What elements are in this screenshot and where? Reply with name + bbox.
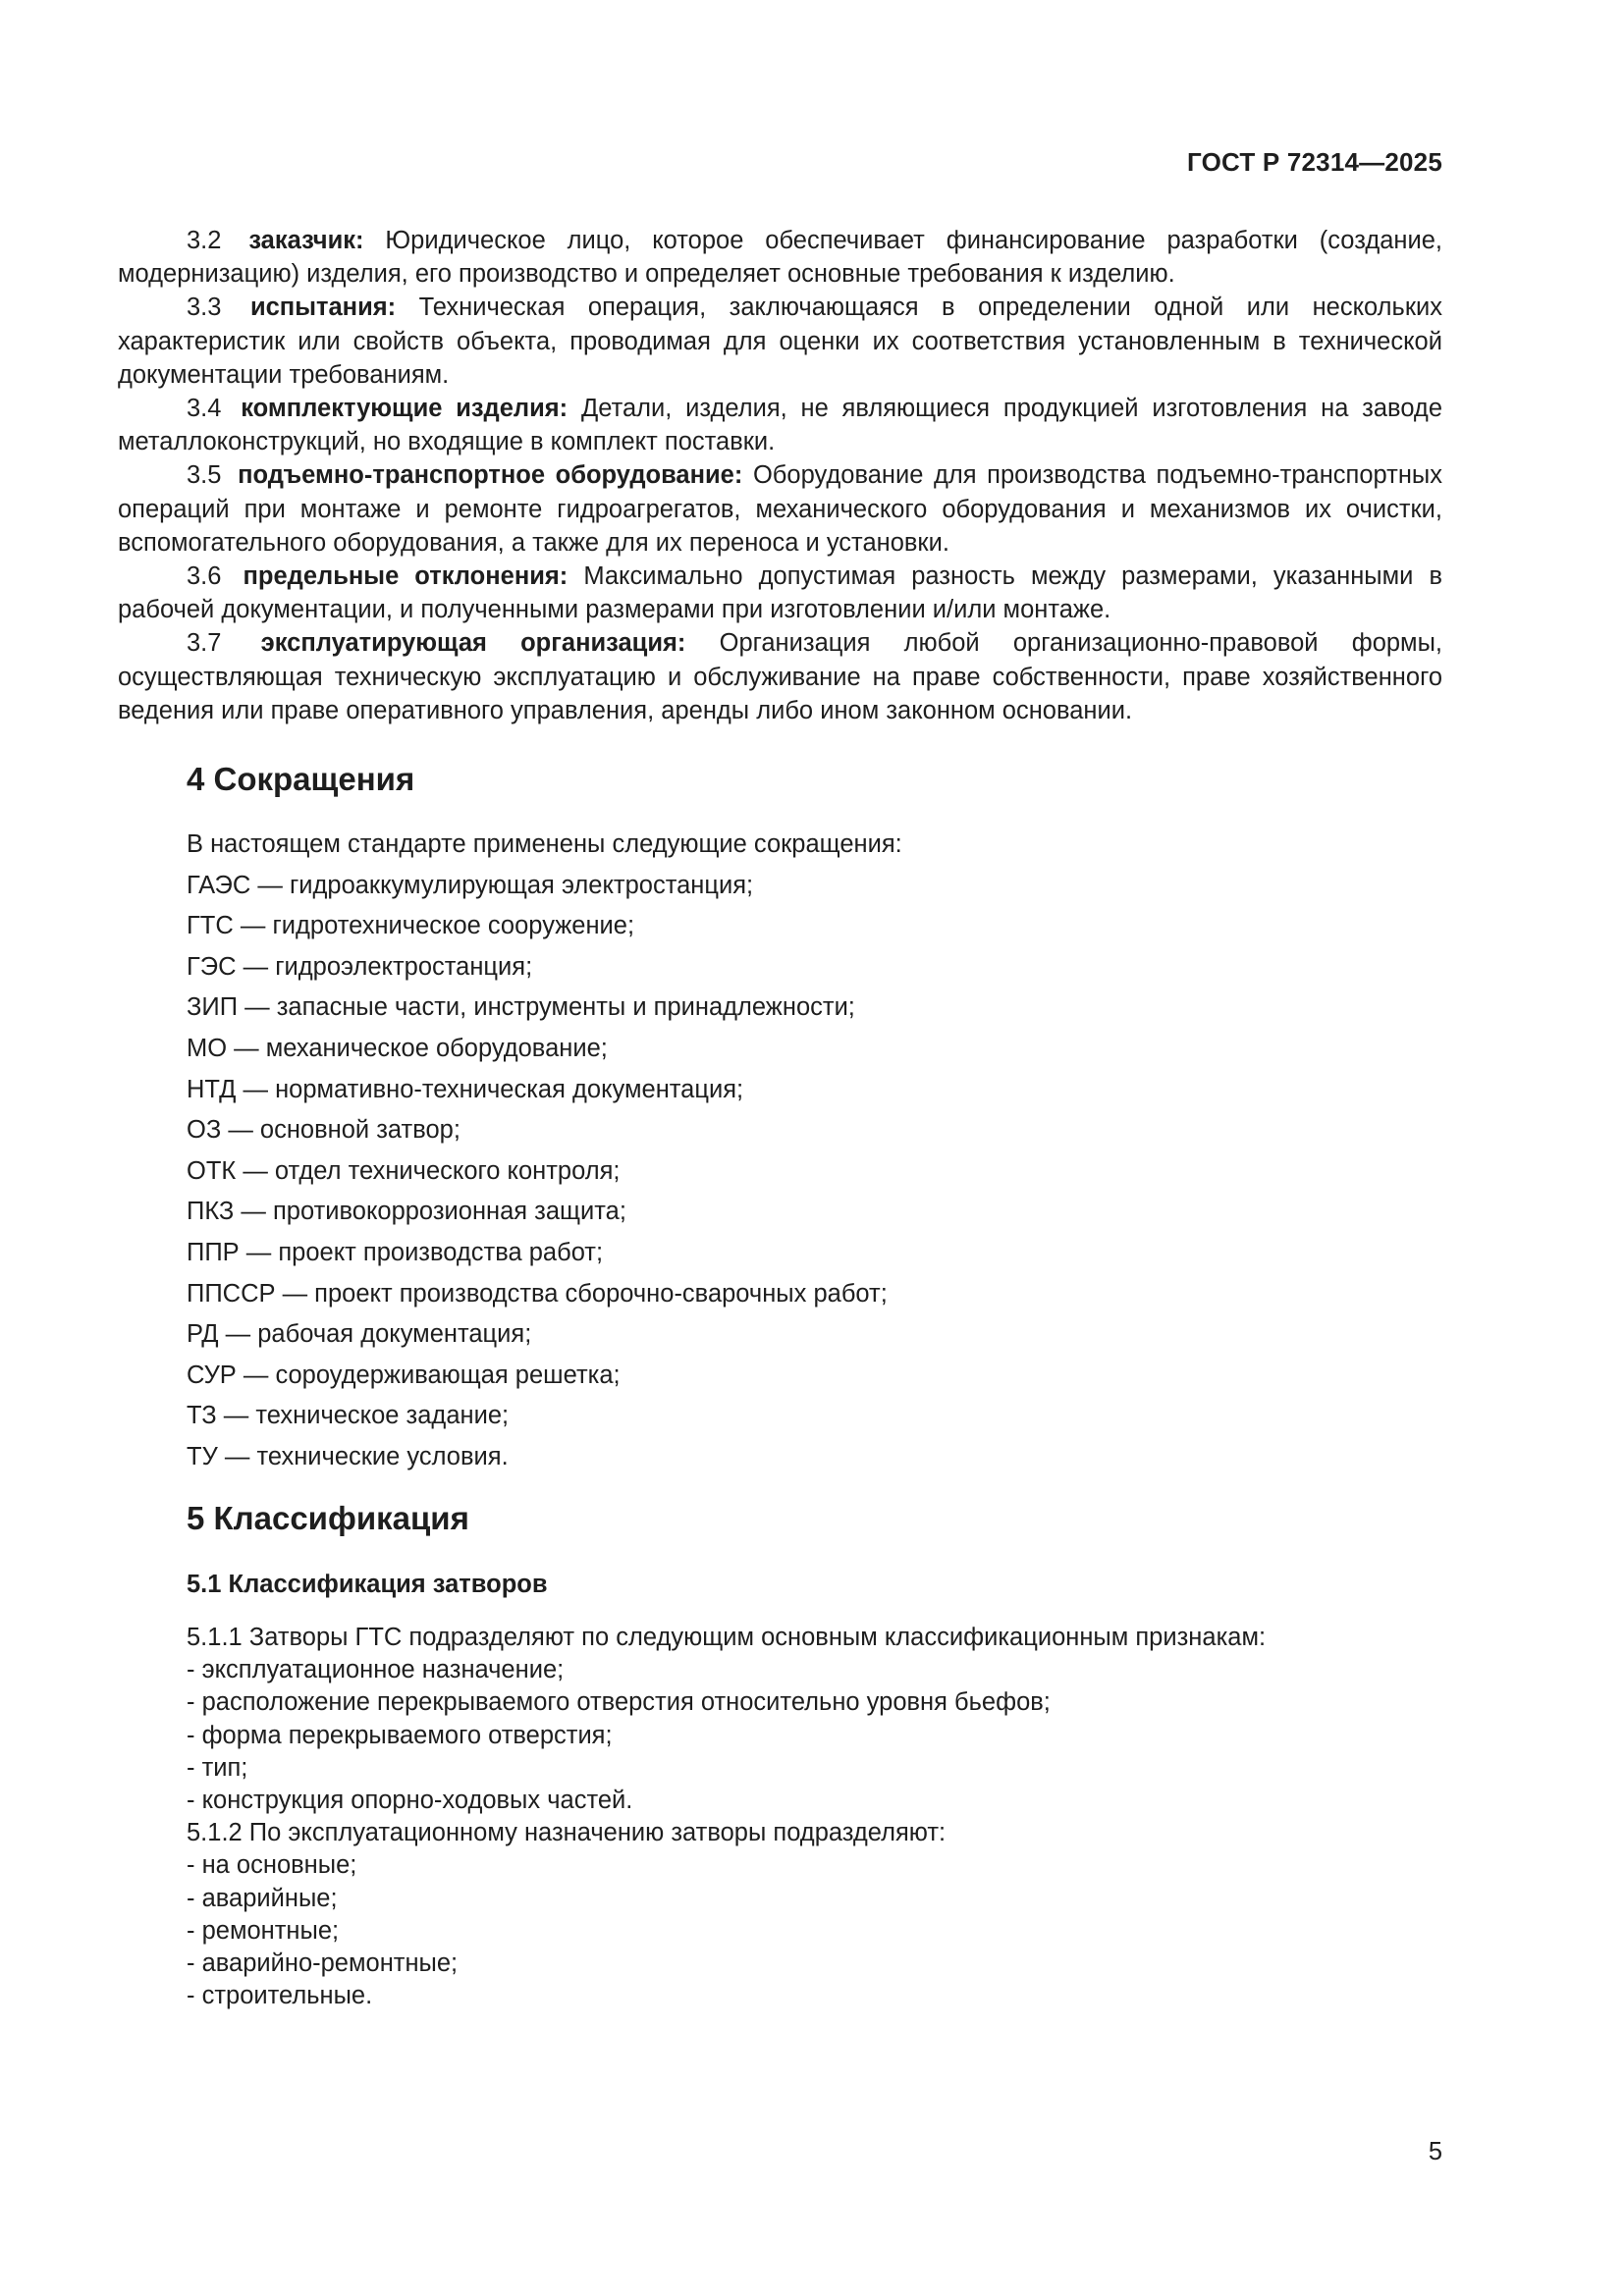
list-item: - конструкция опорно-ходовых частей. xyxy=(187,1787,633,1815)
abbreviation-item: МО — механическое оборудование; xyxy=(187,1034,608,1062)
abbreviation-item: НТД — нормативно-техническая документация; xyxy=(187,1075,744,1103)
list-item: - тип; xyxy=(187,1753,248,1782)
abbreviation-item: СУР — сороудерживающая решетка; xyxy=(187,1361,621,1389)
abbreviation-item: ЗИП — запасные части, инструменты и принадлежности; xyxy=(187,993,855,1022)
abbreviation-item: ОЗ — основной затвор; xyxy=(187,1116,460,1145)
paragraph-5-1-1: 5.1.1 Затворы ГТС подразделяют по следующим основным классификационным признакам: xyxy=(187,1624,1267,1651)
term-name: комплектующие изделия: xyxy=(241,395,568,423)
term-number: 3.7 xyxy=(187,629,222,658)
term-name: подъемно-транспортное оборудование: xyxy=(238,461,743,490)
term-number: 3.2 xyxy=(187,227,222,254)
abbreviation-item: ГЭС — гидроэлектростанция; xyxy=(187,952,533,981)
term-entry xyxy=(118,626,1442,727)
term-entry xyxy=(118,392,1442,458)
abbreviation-item: ППР — проект производства работ; xyxy=(187,1238,604,1266)
term-number: 3.3 xyxy=(187,294,222,322)
abbreviation-item: ТУ — технические условия. xyxy=(187,1442,509,1470)
section-5-title: 5 Классификация xyxy=(187,1500,469,1536)
list-item: - ремонтные; xyxy=(187,1916,340,1945)
term-entry xyxy=(118,560,1442,626)
abbreviation-item: ППССР — проект производства сборочно-сварочных работ; xyxy=(187,1279,888,1308)
abbreviation-item: ТЗ — техническое задание; xyxy=(187,1402,510,1430)
document-header-id: ГОСТ Р 72314—2025 xyxy=(1187,147,1442,177)
abbreviation-item: РД — рабочая документация; xyxy=(187,1320,532,1349)
terms-section xyxy=(118,224,1442,727)
classification-body xyxy=(187,1622,1442,2012)
abbreviation-item: ГАЭС — гидроаккумулирующая электростанция; xyxy=(187,871,754,899)
term-number: 3.6 xyxy=(187,562,222,591)
abbreviation-item: ОТК — отдел технического контроля; xyxy=(187,1156,621,1185)
subsection-5-1-title: 5.1 Классификация затворов xyxy=(187,1571,548,1598)
term-name: испытания: xyxy=(249,294,397,322)
term-definition: Максимально допустимая разность между размерами, указанными в рабочей документации, и полученными размерами при изготовлении и/или монтаже. xyxy=(118,562,1442,624)
list-item: - расположение перекрываемого отверстия относительно уровня бьефов; xyxy=(187,1688,1051,1717)
term-definition: Техническая операция, заключающаяся в определении одной или нескольких характеристик или свойств объекта, проводимая для оценки их соответствия установленным в технической документации требованиям. xyxy=(118,294,1442,389)
term-number: 3.4 xyxy=(187,395,222,423)
section-4-title: 4 Сокращения xyxy=(187,761,415,797)
list-item: - форма перекрываемого отверстия; xyxy=(187,1721,613,1749)
term-entry xyxy=(118,458,1442,560)
term-definition: Организация любой организационно-правовой формы, осуществляющая техническую эксплуатацию и обслуживание на праве собственности, праве хозяйственного ведения или праве оперативного управления, аренды либо ином законном основании. xyxy=(118,629,1442,724)
term-name: эксплуатирующая организация: xyxy=(260,629,686,658)
term-entry xyxy=(118,291,1442,392)
term-entry xyxy=(118,224,1442,291)
term-name: заказчик: xyxy=(248,227,364,254)
list-item: - эксплуатационное назначение; xyxy=(187,1656,565,1684)
term-number: 3.5 xyxy=(187,461,222,490)
term-name: предельные отклонения: xyxy=(243,562,568,591)
paragraph-5-1-2: 5.1.2 По эксплуатационному назначению затворы подразделяют: xyxy=(187,1819,947,1847)
abbreviation-item: ГТС — гидротехническое сооружение; xyxy=(187,912,635,940)
page-number: 5 xyxy=(1428,2138,1442,2165)
list-item: - аварийные; xyxy=(187,1884,338,1912)
abbreviation-item: ПКЗ — противокоррозионная защита; xyxy=(187,1198,626,1226)
list-item: - на основные; xyxy=(187,1851,357,1880)
abbreviations-list xyxy=(187,825,1442,1478)
list-item: - строительные. xyxy=(187,1982,373,2010)
term-definition: Оборудование для производства подъемно-транспортных операций при монтаже и ремонте гидроагрегатов, механического оборудования и механизмов их очистки, вспомогательного оборудования, а также для их переноса и установки. xyxy=(118,461,1442,557)
list-item: - аварийно-ремонтные; xyxy=(187,1949,459,1978)
abbreviations-intro: В настоящем стандарте применены следующие сокращения: xyxy=(187,830,902,858)
term-definition: Детали, изделия, не являющиеся продукцией изготовления на заводе металлоконструкций, но входящие в комплект поставки. xyxy=(118,395,1442,456)
term-definition: Юридическое лицо, которое обеспечивает финансирование разработки (создание, модернизацию) изделия, его производство и определяет основные требования к изделию. xyxy=(118,227,1442,289)
